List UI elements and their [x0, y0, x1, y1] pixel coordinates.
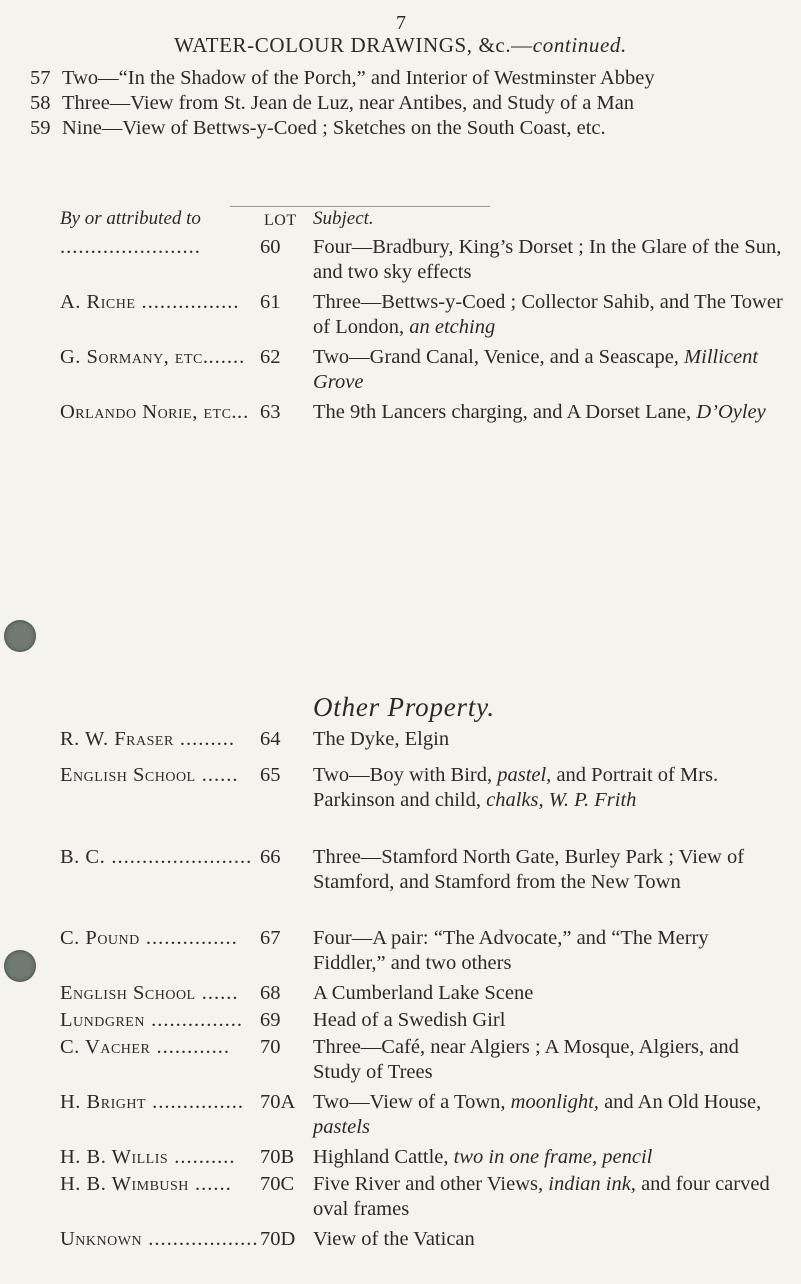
lot-number: 66: [260, 846, 281, 868]
lot-number: 69: [260, 1009, 281, 1031]
lot-subject: View of the Vatican: [313, 1228, 475, 1250]
artist-name: H. Bright ...............: [60, 1091, 245, 1113]
column-header-subject: Subject.: [313, 208, 374, 229]
lot-subject: Two—Grand Canal, Venice, and a Seascape, Millicent Grove: [313, 346, 759, 393]
artist-name: R. W. Fraser .........: [60, 728, 236, 750]
lot-number: 68: [260, 982, 281, 1004]
lot-subject: Three—Stamford North Gate, Burley Park ; View of Stamford, and Stamford from the New Town: [313, 846, 745, 893]
lot-description: Two—“In the Shadow of the Porch,” and Interior of Westminster Abbey: [62, 67, 655, 89]
lot-number: 59: [30, 117, 51, 139]
artist-name: H. B. Willis ..........: [60, 1146, 236, 1168]
lot-subject: The Dyke, Elgin: [313, 728, 450, 750]
lot-number: 61: [260, 291, 281, 313]
list-item: [30, 66, 790, 91]
lot-number: 60: [260, 236, 281, 258]
leader-dots: ..: [237, 401, 250, 423]
artist-name: H. B. Wimbush ......: [60, 1173, 232, 1195]
leader-dots: .......................: [60, 236, 201, 258]
lot-number: 70: [260, 1036, 281, 1058]
artist-name: [60, 235, 260, 260]
leader-dots: .........: [173, 728, 236, 750]
lot-subject: Four—A pair: “The Advocate,” and “The Merry Fiddler,” and two others: [313, 927, 709, 974]
artist-name: Orlando Norie, etc...: [60, 401, 250, 423]
divider: [230, 206, 490, 207]
lot-description: Nine—View of Bettws-y-Coed ; Sketches on the South Coast, etc.: [62, 117, 606, 139]
heading-main: WATER-COLOUR DRAWINGS, &c.—: [174, 33, 533, 57]
artist-name: C. Vacher ............: [60, 1036, 230, 1058]
column-header-lot: LOT: [264, 212, 297, 229]
artist-name: English School ......: [60, 982, 239, 1004]
lot-subject: Two—Boy with Bird, pastel, and Portrait of Mrs. Parkinson and child, chalks, W. P. Frith: [313, 764, 719, 811]
artist-name: C. Pound ...............: [60, 927, 238, 949]
artist-name: Lundgren ...............: [60, 1009, 243, 1031]
lot-subject: Four—Bradbury, King’s Dorset ; In the Glare of the Sun, and two sky effects: [313, 236, 782, 283]
leader-dots: ...............: [139, 927, 238, 949]
leader-dots: ......: [195, 982, 239, 1004]
top-lot-list: [30, 66, 790, 141]
lot-subject: Highland Cattle, two in one frame, pencil: [313, 1146, 653, 1168]
leader-dots: ......: [208, 346, 246, 368]
leader-dots: ................: [135, 291, 240, 313]
lot-subject: A Cumberland Lake Scene: [313, 982, 534, 1004]
lot-number: 63: [260, 401, 281, 423]
lot-number: 70D: [260, 1228, 296, 1250]
lot-number: 70A: [260, 1091, 296, 1113]
lot-subject: Three—Café, near Algiers ; A Mosque, Algiers, and Study of Trees: [313, 1036, 739, 1083]
lot-number: 62: [260, 346, 281, 368]
binding-hole: [4, 620, 36, 652]
lot-description: Three—View from St. Jean de Luz, near Antibes, and Study of a Man: [62, 92, 635, 114]
lot-subject: The 9th Lancers charging, and A Dorset Lane, D’Oyley: [313, 401, 766, 423]
list-item: [30, 116, 790, 141]
binding-hole: [4, 950, 36, 982]
page-number: 7: [396, 12, 406, 34]
list-item: [30, 91, 790, 116]
lot-number: 64: [260, 728, 281, 750]
lot-number: 58: [30, 92, 51, 114]
lot-number: 67: [260, 927, 281, 949]
lot-subject: Two—View of a Town, moonlight, and An Old House, pastels: [313, 1091, 762, 1138]
leader-dots: ............: [150, 1036, 230, 1058]
artist-name: B. C. .......................: [60, 846, 253, 868]
leader-dots: ......: [188, 1173, 232, 1195]
artist-name: A. Riche ................: [60, 291, 240, 313]
lot-number: 70C: [260, 1173, 295, 1195]
lot-number: 70B: [260, 1146, 295, 1168]
lot-number: 57: [30, 67, 51, 89]
leader-dots: ......: [195, 764, 239, 786]
artist-name: Unknown ..................: [60, 1228, 259, 1250]
lot-subject: Five River and other Views, indian ink, and four carved oval frames: [313, 1173, 770, 1220]
leader-dots: ..........: [168, 1146, 236, 1168]
leader-dots: .......................: [105, 846, 253, 868]
column-header-by: By or attributed to: [60, 208, 201, 229]
section-title-other-property: Other Property.: [313, 692, 495, 722]
page-heading: [0, 33, 801, 58]
artist-name: English School ......: [60, 764, 239, 786]
lot-number: 65: [260, 764, 281, 786]
leader-dots: ...............: [146, 1091, 245, 1113]
lot-subject: Three—Bettws-y-Coed ; Collector Sahib, and The Tower of London, an etching: [313, 291, 783, 338]
artist-name: G. Sormany, etc.......: [60, 346, 246, 368]
heading-continued: continued.: [532, 33, 627, 57]
leader-dots: ...............: [144, 1009, 243, 1031]
lot-subject: Head of a Swedish Girl: [313, 1009, 506, 1031]
leader-dots: ..................: [142, 1228, 259, 1250]
